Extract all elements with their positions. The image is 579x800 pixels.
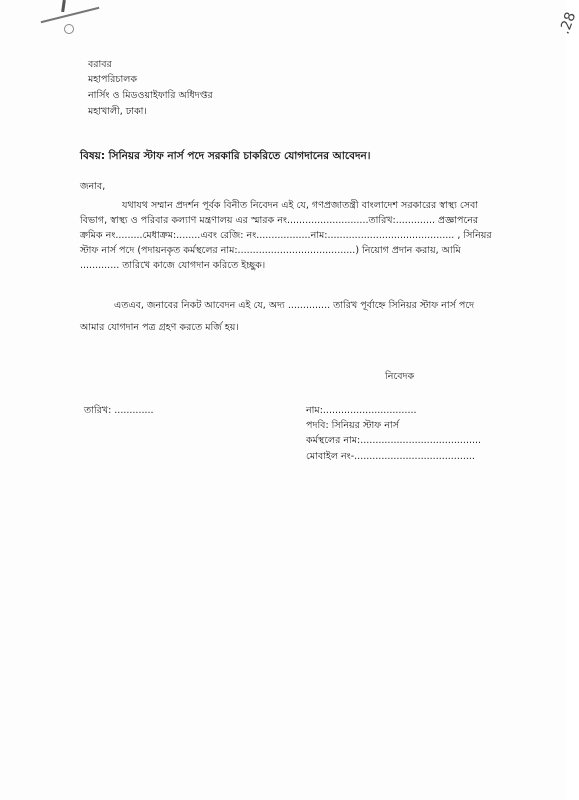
- body-paragraph-2-line-2: আমার যোগদান পত্র গ্রহণ করতে মর্জি হয়।: [80, 322, 239, 333]
- subject-line: বিষয়: সিনিয়র স্টাফ নার্স পদে সরকারি চাকরিতে যোগদানের আবেদন।: [80, 150, 371, 162]
- body-paragraph-1-line-4: স্টাফ নার্স পদে (পদায়নকৃত কর্মস্থলের নাম:.......................................) নিয়োগ প্রদান করায়, আমি: [80, 245, 461, 256]
- body-paragraph-1-line-5: ............. তারিখে কাজে যোগদান করিতে ইচ্ছুক।: [80, 260, 266, 271]
- recipient-line-3: নার্সিং ও মিডওয়াইফারি অধিদপ্তর: [88, 90, 213, 101]
- signature-heading: নিবেদক: [385, 371, 415, 382]
- scan-stroke: [41, 7, 100, 23]
- body-paragraph-1-line-3: ক্রমিক নং.........মেধাক্রম:........এবং রেজি: নং..................নাম:.......................................... , সিনিয়র: [80, 230, 492, 241]
- name-field: নাম:...............................: [306, 405, 417, 416]
- recipient-line-4: মহাখালী, ঢাকা।: [88, 106, 147, 117]
- workplace-field: কর্মস্থলের নাম:........................................: [306, 435, 482, 446]
- body-paragraph-1-line-1: যথাযথ সম্মান প্রদর্শন পূর্বক বিনীত নিবেদন এই যে, গণপ্রজাতন্ত্রী বাংলাদেশ সরকারের স্বাস্থ্য সেবা: [122, 200, 479, 211]
- salutation: জনাব,: [80, 181, 106, 192]
- body-paragraph-2-line-1: এতএব, জনাবের নিকট আবেদন এই যে, অদ্য .............. তারিখ পূর্বাহ্নে সিনিয়র স্টাফ নার্স পদে: [114, 300, 475, 311]
- date-field: তারিখ: .............: [84, 405, 154, 416]
- body-paragraph-1-line-2: বিভাগ, স্বাস্থ্য ও পরিবার কল্যাণ মন্ত্রণালয় এর স্মারক নং...........................তারিখ:............. প্রজ্ঞাপনের: [80, 215, 479, 226]
- recipient-line-2: মহাপরিচালক: [88, 74, 138, 85]
- mobile-field: মোবাইল নং-........................................: [306, 451, 475, 462]
- scan-mark: [61, 0, 66, 12]
- page-number: .28: [556, 10, 579, 37]
- punch-hole-mark: [64, 24, 74, 34]
- designation-field: পদবি: সিনিয়র স্টাফ নার্স: [306, 420, 399, 431]
- recipient-line-1: বরাবর: [88, 59, 112, 70]
